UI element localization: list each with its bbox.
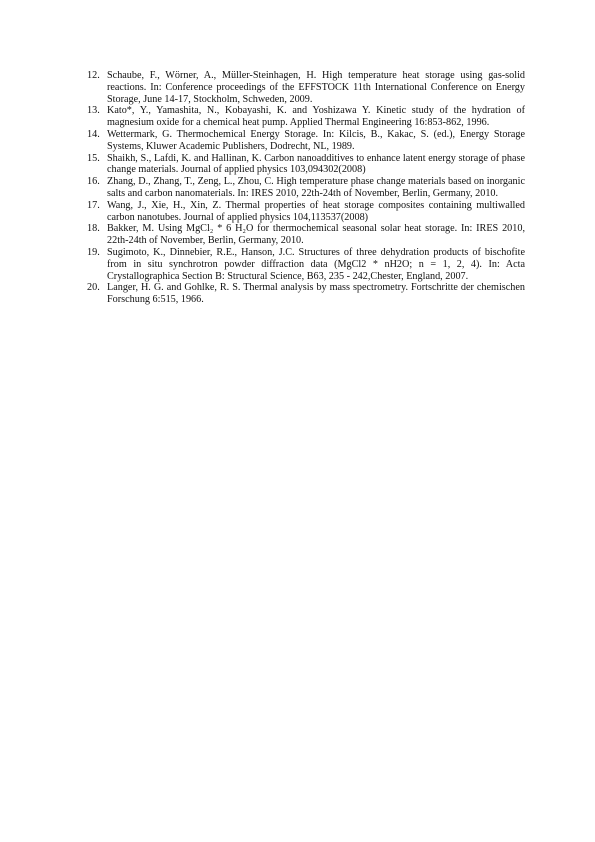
reference-text: Bakker, M. Using MgCl₂ * 6 H₂O for thermochemical seasonal solar heat storage. In: IRES 2010, 22th-24th of November, Berlin, Germany, 2010. xyxy=(107,223,525,247)
reference-item xyxy=(87,105,525,129)
reference-text: Wettermark, G. Thermochemical Energy Storage. In: Kilcis, B., Kakac, S. (ed.), Energy Storage Systems, Kluwer Academic Publishers, Dodrecht, NL, 1989. xyxy=(107,128,525,152)
reference-item xyxy=(87,247,525,282)
reference-item xyxy=(87,70,525,105)
reference-number: 14. xyxy=(87,128,100,140)
reference-number: 19. xyxy=(87,246,100,258)
reference-text: Langer, H. G. and Gohlke, R. S. Thermal analysis by mass spectrometry. Fortschritte der chemischen Forschung 6:515, 1966. xyxy=(107,282,525,306)
reference-text: Kato*, Y., Yamashita, N., Kobayashi, K. and Yoshizawa Y. Kinetic study of the hydration of magnesium oxide for a chemical heat pump. Applied Thermal Engineering 16:853-862, 1996. xyxy=(107,105,525,129)
reference-number: 15. xyxy=(87,152,100,164)
reference-text: Shaikh, S., Lafdi, K. and Hallinan, K. Carbon nanoadditives to enhance latent energy storage of phase change materials. Journal of applied physics 103,094302(2008) xyxy=(107,152,525,176)
reference-text: Sugimoto, K., Dinnebier, R.E., Hanson, J.C. Structures of three dehydration products of bischofite from in situ synchrotron powder diffraction data (MgCl2 * nH2O; n = 1, 2, 4). In: Acta Crystallographica Section B: Structural Science, B63, 235 - 242,Chester, England, 2007. xyxy=(107,246,525,282)
reference-number: 20. xyxy=(87,282,100,294)
reference-item xyxy=(87,223,525,247)
reference-item xyxy=(87,282,525,306)
reference-item xyxy=(87,176,525,200)
reference-number: 16. xyxy=(87,176,100,188)
reference-item xyxy=(87,153,525,177)
reference-number: 18. xyxy=(87,223,100,235)
reference-list xyxy=(87,70,525,306)
reference-number: 12. xyxy=(87,70,100,81)
reference-number: 17. xyxy=(87,199,100,211)
reference-item xyxy=(87,200,525,224)
reference-text: Schaube, F., Wörner, A., Müller-Steinhagen, H. High temperature heat storage using gas-solid reactions. In: Conference proceedings of the EFFSTOCK 11th International Conference on Energy Storage, June 14-17, Stockholm, Schweden, 2009. xyxy=(107,70,525,105)
reference-text: Wang, J., Xie, H., Xin, Z. Thermal properties of heat storage composites containing multiwalled carbon nanotubes. Journal of applied physics 104,113537(2008) xyxy=(107,199,525,223)
reference-item xyxy=(87,129,525,153)
reference-text: Zhang, D., Zhang, T., Zeng, L., Zhou, C. High temperature phase change materials based on inorganic salts and carbon nanomaterials. In: IRES 2010, 22th-24th of November, Berlin, Germany, 2010. xyxy=(107,176,525,199)
reference-number: 13. xyxy=(87,105,100,117)
